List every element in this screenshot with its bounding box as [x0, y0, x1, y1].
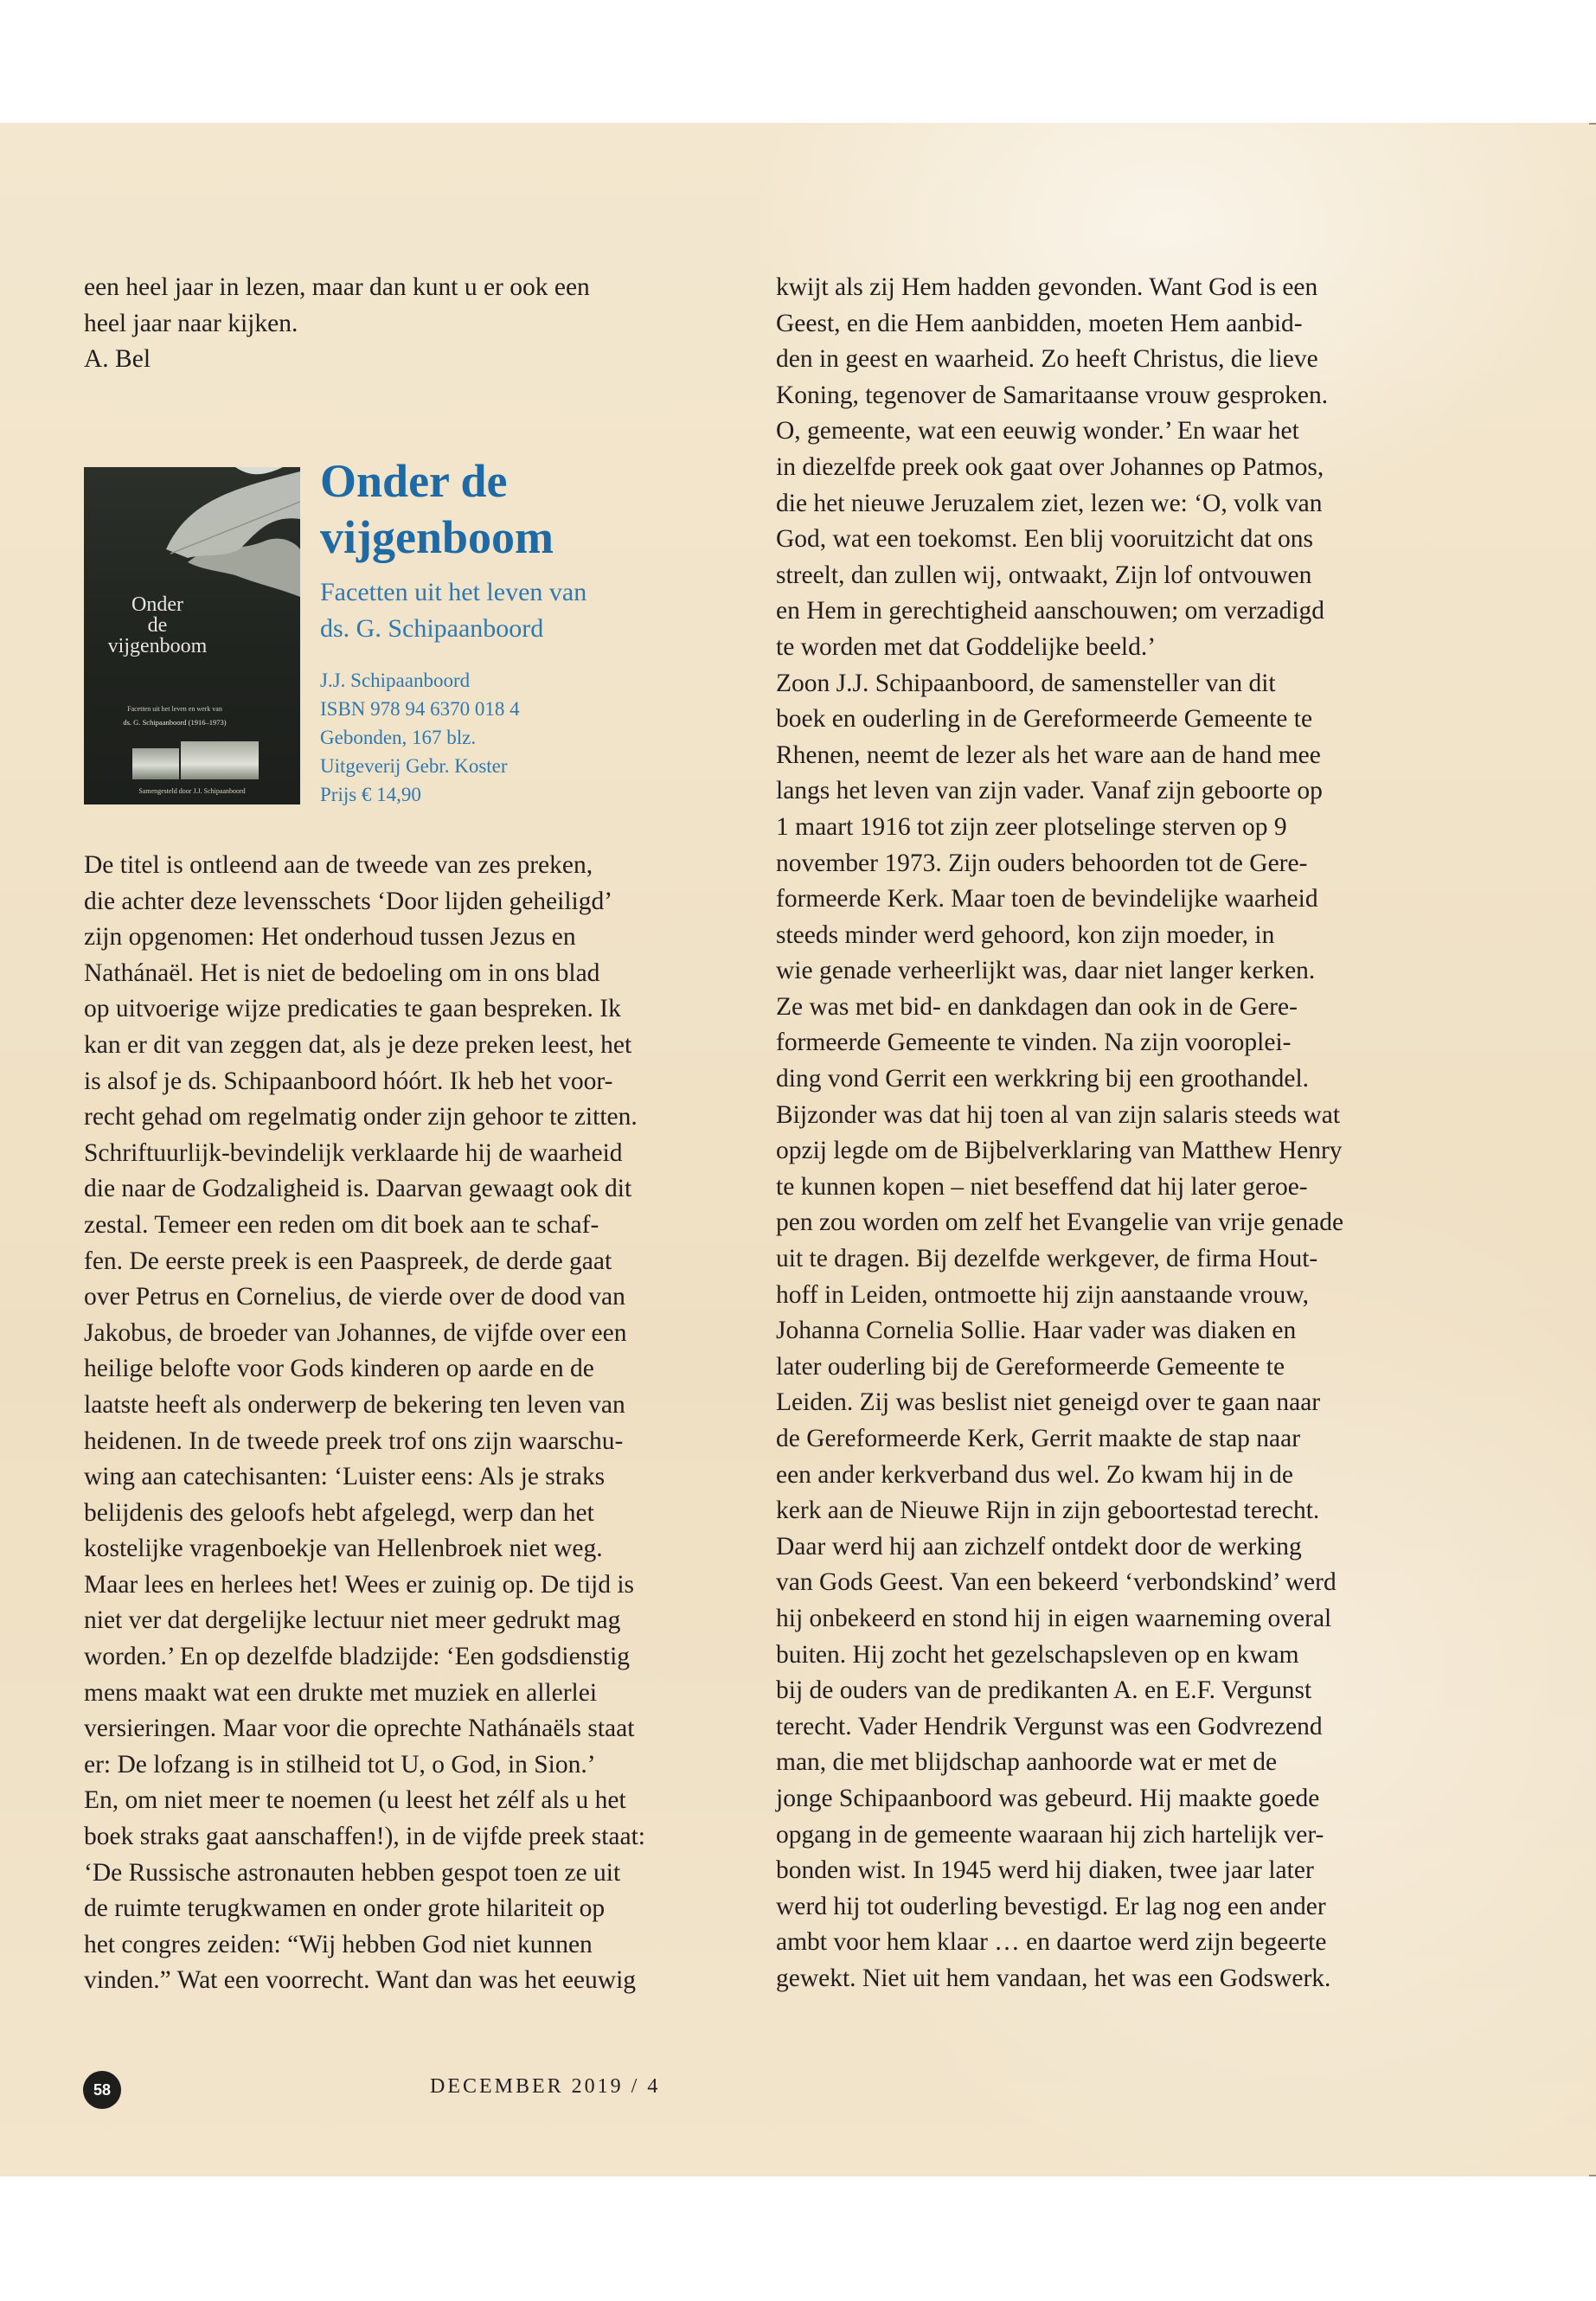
text-line: God, wat een toekomst. Een blij vooruitzicht dat ons — [776, 525, 1314, 554]
cover-author: ds. G. Schipaanboord (1916–1973) — [123, 718, 227, 727]
text-line: 1 maart 1916 tot zijn zeer plotselinge sterven op 9 — [776, 812, 1287, 841]
text-line: die achter deze levensschets ‘Door lijden geheiligd’ — [84, 887, 613, 915]
text-line: Geest, en die Hem aanbidden, moeten Hem aanbid- — [776, 309, 1303, 337]
text-line: fen. De eerste preek is een Paaspreek, de derde gaat — [84, 1247, 612, 1275]
article-column-left — [84, 848, 645, 1999]
text-line: worden.’ En op dezelfde bladzijde: ‘Een godsdienstig — [84, 1643, 631, 1671]
text-line: een ander kerkverband dus wel. Zo kwam hij in de — [776, 1460, 1293, 1489]
text-line: die naar de Godzaligheid is. Daarvan gewaagt ook dit — [84, 1175, 632, 1203]
text-line: kostelijke vragenboekje van Hellenbroek niet weg. — [84, 1535, 603, 1563]
text-line: kan er dit van zeggen dat, als je deze preken leest, het — [84, 1030, 632, 1059]
cover-photo-church — [132, 748, 179, 779]
book-details — [320, 666, 520, 809]
text-line: zijn opgenomen: Het onderhoud tussen Jezus en — [84, 923, 576, 952]
text-line: O, gemeente, wat een eeuwig wonder.’ En waar het — [776, 417, 1299, 445]
text-line: opgang in de gemeente waaraan hij zich hartelijk ver- — [776, 1820, 1324, 1849]
text-line: hoff in Leiden, ontmoette hij zijn aanstaande vrouw, — [776, 1280, 1310, 1309]
text-line: pen zou worden om zelf het Evangelie van vrije genade — [776, 1208, 1344, 1237]
text-line: streelt, dan zullen wij, ontwaakt, Zijn lof ontvouwen — [776, 561, 1312, 589]
text-line: recht gehad om regelmatig onder zijn gehoor te zitten. — [84, 1103, 638, 1131]
text-line: belijdenis des geloofs hebt afgelegd, werp dan het — [84, 1498, 594, 1527]
text-line: mens maakt wat een drukte met muziek en allerlei — [84, 1678, 598, 1707]
text-line: ding vond Gerrit een werkkring bij een groothandel. — [776, 1065, 1310, 1093]
text-line: man, die met blijdschap aanhoorde wat er met de — [776, 1748, 1278, 1777]
text-line: hij onbekeerd en stond hij in eigen waarneming overal — [776, 1604, 1332, 1632]
text-line: boek straks gaat aanschaffen!), in de vijfde preek staat: — [84, 1823, 645, 1851]
text-line: de ruimte terugkwamen en onder grote hilariteit op — [84, 1894, 606, 1923]
text-line: van Gods Geest. Van een bekeerd ‘verbondskind’ werd — [776, 1568, 1336, 1597]
text-line: heidenen. In de tweede preek trof ons zijn waarschu- — [84, 1426, 624, 1455]
book-format: Gebonden, 167 blz. — [320, 727, 477, 748]
text-line: heilige belofte voor Gods kinderen op aarde en de — [84, 1355, 594, 1383]
text-line: Koning, tegenover de Samaritaanse vrouw gesproken. — [776, 381, 1329, 409]
book-subtitle: Facetten uit het leven van ds. G. Schipaanboord — [320, 578, 587, 643]
text-line: Johanna Cornelia Sollie. Haar vader was diaken en — [776, 1317, 1297, 1345]
page-number-badge: 58 — [83, 2071, 121, 2109]
book-cover-image — [84, 467, 300, 804]
text-line: Nathánaël. Het is niet de bedoeling om in ons blad — [84, 958, 600, 987]
article-column-right — [776, 270, 1343, 1997]
text-line: uit te dragen. Bij dezelfde werkgever, de firma Hout- — [776, 1245, 1318, 1273]
text-line: formeerde Kerk. Maar toen de bevindelijke waarheid — [776, 885, 1318, 913]
book-title: Onder de vijgenboom — [320, 455, 554, 563]
cover-compiler: Samengesteld door J.J. Schipaanboord — [138, 787, 246, 795]
cover-photo-building — [181, 741, 259, 779]
text-line: boek en ouderling in de Gereformeerde Gemeente te — [776, 705, 1313, 734]
crop-mark — [1589, 2175, 1596, 2176]
text-line: wie genade verheerlijkt was, daar niet langer kerken. — [776, 957, 1316, 985]
text-line: terecht. Vader Hendrik Vergunst was een Godvrezend — [776, 1712, 1323, 1740]
text-line: Daar werd hij aan zichzelf ontdekt door de werking — [776, 1532, 1302, 1561]
text-line: opzij legde om de Bijbelverklaring van Matthew Henry — [776, 1137, 1343, 1165]
text-line: de Gereformeerde Kerk, Gerrit maakte de stap naar — [776, 1425, 1301, 1452]
text-line: heel jaar naar kijken. — [84, 309, 298, 337]
text-line: Jakobus, de broeder van Johannes, de vijfde over een — [84, 1318, 627, 1347]
text-line: later ouderling bij de Gereformeerde Gemeente te — [776, 1352, 1285, 1381]
book-isbn: ISBN 978 94 6370 018 4 — [320, 698, 520, 720]
text-line: Leiden. Zij was beslist niet geneigd over te gaan naar — [776, 1388, 1321, 1417]
text-line: zestal. Temeer een reden om dit boek aan te schaf- — [84, 1210, 599, 1239]
author-signature: A. Bel — [84, 345, 151, 374]
magazine-page — [0, 123, 1596, 2176]
text-line: er: De lofzang is in stilheid tot U, o God, in Sion.’ — [84, 1750, 596, 1779]
text-line: langs het leven van zijn vader. Vanaf zijn geboorte op — [776, 777, 1323, 805]
text-line: niet ver dat dergelijke lectuur niet meer gedrukt mag — [84, 1606, 621, 1635]
text-line: bij de ouders van de predikanten A. en E.F. Vergunst — [776, 1676, 1312, 1705]
text-line: Ze was met bid- en dankdagen dan ook in de Gere- — [776, 992, 1298, 1021]
text-line: ambt voor hem klaar … en daartoe werd zijn begeerte — [776, 1928, 1327, 1957]
crop-mark — [1589, 123, 1596, 125]
text-line: versieringen. Maar voor die oprechte Nathánaëls staat — [84, 1715, 635, 1743]
book-author: J.J. Schipaanboord — [320, 670, 471, 691]
text-line: De titel is ontleend aan de tweede van zes preken, — [84, 851, 593, 879]
book-publisher: Uitgeverij Gebr. Koster — [320, 755, 508, 777]
text-line: gewekt. Niet uit hem vandaan, het was een Godswerk. — [776, 1964, 1331, 1992]
text-line: die het nieuwe Jeruzalem ziet, lezen we: ‘O, volk van — [776, 489, 1323, 517]
text-line: ‘De Russische astronauten hebben gespot toen ze uit — [84, 1858, 621, 1887]
text-line: kwijt als zij Hem hadden gevonden. Want God is een — [776, 273, 1318, 301]
text-line: een heel jaar in lezen, maar dan kunt u er ook een — [84, 273, 590, 301]
book-price: Prijs € 14,90 — [320, 784, 421, 805]
text-line: Maar lees en herlees het! Wees er zuinig op. De tijd is — [84, 1570, 635, 1599]
text-line: te kunnen kopen – niet beseffend dat hij later geroe- — [776, 1172, 1308, 1201]
cover-title: Onder de vijgenboom — [107, 593, 208, 657]
text-line: Rhenen, neemt de lezer als het ware aan de hand mee — [776, 740, 1321, 769]
issue-label: DECEMBER 2019 / 4 — [430, 2075, 661, 2098]
text-line: wing aan catechisanten: ‘Luister eens: Als je straks — [84, 1463, 606, 1491]
text-line: En, om niet meer te noemen (u leest het zélf als u het — [84, 1786, 626, 1815]
text-line: op uitvoerige wijze predicaties te gaan bespreken. Ik — [84, 995, 621, 1023]
text-line: formeerde Gemeente te vinden. Na zijn vooroplei- — [776, 1029, 1292, 1057]
text-line: Schriftuurlijk-bevindelijk verklaarde hij de waarheid — [84, 1138, 623, 1167]
text-line: en Hem in gerechtigheid aanschouwen; om verzadigd — [776, 597, 1325, 625]
text-line: buiten. Hij zocht het gezelschapsleven op en kwam — [776, 1640, 1299, 1669]
text-line: over Petrus en Cornelius, de vierde over de dood van — [84, 1283, 625, 1311]
text-line: jonge Schipaanboord was gebeurd. Hij maakte goede — [776, 1784, 1320, 1812]
text-line: steeds minder werd gehoord, kon zijn moeder, in — [776, 920, 1275, 949]
text-line: te worden met dat Goddelijke beeld.’ — [776, 632, 1157, 661]
text-line: kerk aan de Nieuwe Rijn in zijn geboortestad terecht. — [776, 1497, 1320, 1525]
text-line: den in geest en waarheid. Zo heeft Christus, die lieve — [776, 345, 1318, 374]
text-line: november 1973. Zijn ouders behoorden tot de Gere- — [776, 849, 1308, 877]
text-line: bonden wist. In 1945 werd hij diaken, twee jaar later — [776, 1856, 1314, 1885]
text-line: vinden.” Wat een voorrecht. Want dan was het eeuwig — [84, 1966, 637, 1995]
cover-subtitle: Facetten uit het leven en werk van — [127, 705, 222, 713]
text-line: Zoon J.J. Schipaanboord, de samensteller van dit — [776, 669, 1276, 697]
text-line: in diezelfde preek ook gaat over Johannes op Patmos, — [776, 452, 1324, 481]
text-line: Bijzonder was dat hij toen al van zijn salaris steeds wat — [776, 1100, 1341, 1129]
text-line: laatste heeft als onderwerp de bekering ten leven van — [84, 1390, 625, 1419]
text-line: is alsof je ds. Schipaanboord hóórt. Ik heb het voor- — [84, 1067, 613, 1095]
text-line: werd hij tot ouderling bevestigd. Er lag nog een ander — [776, 1892, 1326, 1920]
review-ending — [84, 270, 590, 378]
text-line: het congres zeiden: “Wij hebben God niet kunnen — [84, 1930, 593, 1958]
